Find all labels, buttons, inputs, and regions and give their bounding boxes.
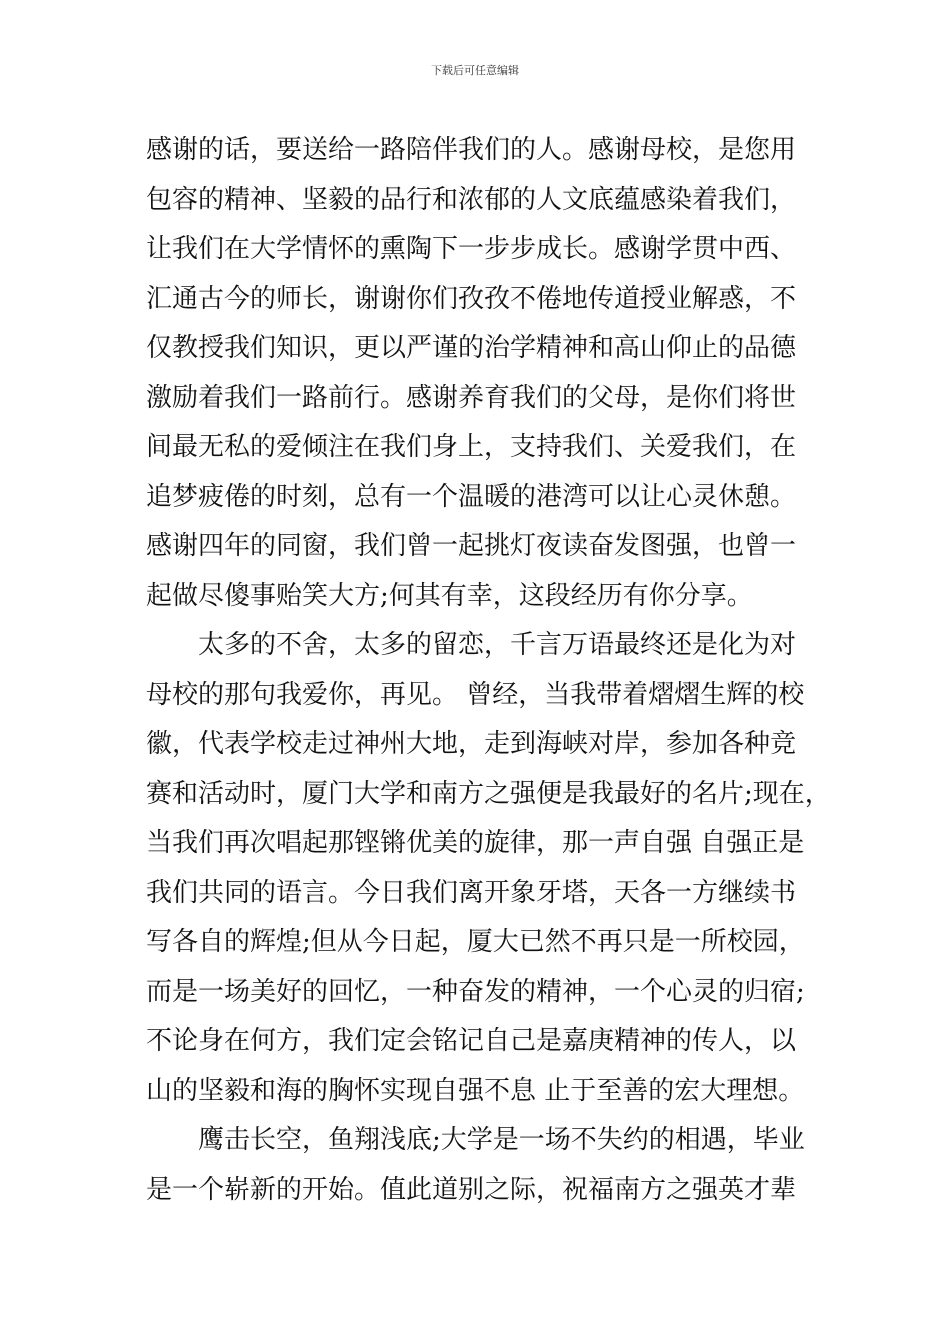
paragraph-1: [146, 126, 816, 621]
document-body: [146, 126, 831, 1215]
text-line: 感谢的话，要送给一路陪伴我们的人。感谢母校，是您用: [146, 135, 797, 165]
text-line: 我们共同的语言。今日我们离开象牙塔，天各一方继续书: [146, 877, 797, 908]
text-line: 是一个崭新的开始。值此道别之际，祝福南方之强英才辈: [146, 1174, 797, 1205]
text-line: 追梦疲倦的时刻，总有一个温暖的港湾可以让心灵休憩。: [146, 481, 797, 512]
text-line: 起做尽傻事贻笑大方;何其有幸，这段经历有你分享。: [146, 580, 753, 611]
text-line: 母校的那句我爱你，再见。 曾经，当我带着熠熠生辉的校: [146, 679, 805, 710]
text-line: 不论身在何方，我们定会铭记自己是嘉庚精神的传人，以: [146, 1026, 797, 1056]
text-line: 太多的不舍，太多的留恋，千言万语最终还是化为对: [198, 630, 797, 660]
text-line: 山的坚毅和海的胸怀实现自强不息 止于至善的宏大理想。: [146, 1075, 805, 1106]
text-line: 徽，代表学校走过神州大地，走到海峡对岸，参加各种竞: [146, 729, 797, 759]
text-line: 间最无私的爱倾注在我们身上，支持我们、关爱我们，在: [146, 432, 797, 462]
page-header: 下载后可任意编辑: [431, 64, 519, 77]
text-line: 让我们在大学情怀的熏陶下一步步成长。感谢学贯中西、: [146, 234, 797, 264]
text-line: 写各自的辉煌;但从今日起，厦大已然不再只是一所校园，: [146, 927, 805, 957]
text-line: 赛和活动时，厦门大学和南方之强便是我最好的名片;现在，: [146, 778, 831, 809]
paragraph-3: [146, 1116, 816, 1215]
paragraph-2: [146, 621, 831, 1116]
text-line: 当我们再次唱起那铿锵优美的旋律，那一声自强 自强正是: [146, 828, 805, 858]
text-line: 仅教授我们知识，更以严谨的治学精神和高山仰止的品德: [146, 333, 797, 363]
text-line: 鹰击长空，鱼翔浅底;大学是一场不失约的相遇，毕业: [198, 1125, 805, 1155]
text-line: 而是一场美好的回忆，一种奋发的精神，一个心灵的归宿;: [146, 976, 805, 1007]
text-line: 激励着我们一路前行。感谢养育我们的父母，是你们将世: [146, 382, 797, 413]
text-line: 包容的精神、坚毅的品行和浓郁的人文底蕴感染着我们，: [146, 184, 797, 215]
text-line: 感谢四年的同窗，我们曾一起挑灯夜读奋发图强，也曾一: [146, 531, 797, 561]
text-line: 汇通古今的师长，谢谢你们孜孜不倦地传道授业解惑，不: [146, 283, 797, 314]
